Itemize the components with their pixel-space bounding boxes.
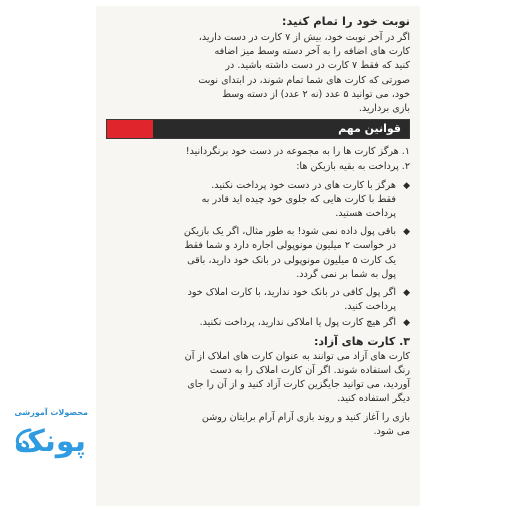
banner-title: قوانین مهم	[153, 120, 409, 138]
text-line: دیگر استفاده کنید.	[337, 393, 410, 405]
logo-wordmark: پونک	[13, 424, 86, 459]
bullet-item	[106, 225, 410, 282]
text-line: اگر هیچ کارت پول یا املاکی ندارید، پرداخت نکنید.	[199, 317, 396, 329]
text-line: فقط با کارت هایی که جلوی خود چیده اید قادر به	[201, 193, 396, 205]
banner-red-block	[107, 120, 153, 138]
text-line: کارت های اضافه را به آخر دسته وسط میز اضافه	[214, 46, 410, 58]
text-line: اگر پول کافی در بانک خود ندارید، با کارت املاک خود	[187, 287, 396, 299]
text-line: کنید که فقط ۷ کارت در دست داشته باشید. در	[225, 60, 410, 72]
end-turn-paragraph	[106, 31, 410, 116]
text-line: هرگز با کارت های در دست خود پرداخت نکنید.	[211, 179, 396, 191]
wild-cards-heading: ۳. کارت های آزاد:	[313, 334, 410, 348]
text-line: پول به شما بر نمی گردد.	[296, 268, 396, 280]
bullet-text	[106, 225, 396, 282]
bullet-text	[106, 286, 396, 314]
bullet-item	[106, 316, 410, 330]
important-rules-banner	[106, 119, 410, 139]
bullet-text	[106, 316, 396, 330]
closing-paragraph	[106, 411, 410, 439]
text-line: پرداخت کنید.	[344, 301, 396, 313]
text-line: کارت های آزاد می توانند به عنوان کارت های املاک از آن	[184, 350, 410, 362]
bullet-text	[106, 179, 396, 222]
end-turn-heading: نوبت خود را تمام کنید:	[281, 14, 410, 28]
rule-1: ۱. هرگز کارت ها را به مجموعه در دست خود برنگردانید!	[185, 146, 410, 158]
text-line: رنگ استفاده شوند. اگر آن کارت املاک را به دست	[209, 365, 410, 377]
rule-2: ۲. پرداخت به بقیه بازیکن ها:	[296, 161, 410, 173]
text-line: در خواست ۲ میلیون مونوپولی اجاره دارد و شما فقط	[184, 240, 396, 252]
text-line: آوردید، می توانید جایگزین کارت آزاد کنید و از آن را جای	[187, 379, 410, 391]
diamond-bullet-icon: ◆	[403, 288, 410, 299]
text-line: می شود.	[373, 425, 410, 437]
bullet-item	[106, 179, 410, 222]
text-line: صورتی که کارت های شما تمام شوند، در ابتدای نوبت	[198, 74, 410, 86]
text-line: یک کارت ۵ میلیون مونوپولی در بانک خود دارید، باقی	[187, 254, 396, 266]
logo-tagline: محصولات آموزشی	[14, 408, 88, 417]
text-line: اگر در آخر نوبت خود، بیش از ۷ کارت در دست دارید،	[198, 32, 410, 43]
text-line: بازی را آغاز کنید و روند بازی آرام آرام برایتان روشن	[201, 411, 410, 423]
diamond-bullet-icon: ◆	[403, 227, 410, 238]
diamond-bullet-icon: ◆	[403, 180, 410, 191]
diamond-bullet-icon: ◆	[403, 318, 410, 329]
text-line: بازی بردارید.	[358, 103, 410, 115]
brand-logo	[6, 408, 88, 490]
text-line: خود، می توانید ۵ عدد (نه ۲ عدد) از دسته وسط	[222, 88, 410, 100]
rules-card	[96, 6, 420, 506]
text-line: باقی پول داده نمی شود! به طور مثال، اگر یک بازیکن	[183, 226, 396, 238]
bullet-item	[106, 286, 410, 314]
logo-swirl-icon	[10, 426, 34, 456]
wild-cards-paragraph	[106, 350, 410, 407]
text-line: پرداخت هستید.	[335, 208, 396, 220]
